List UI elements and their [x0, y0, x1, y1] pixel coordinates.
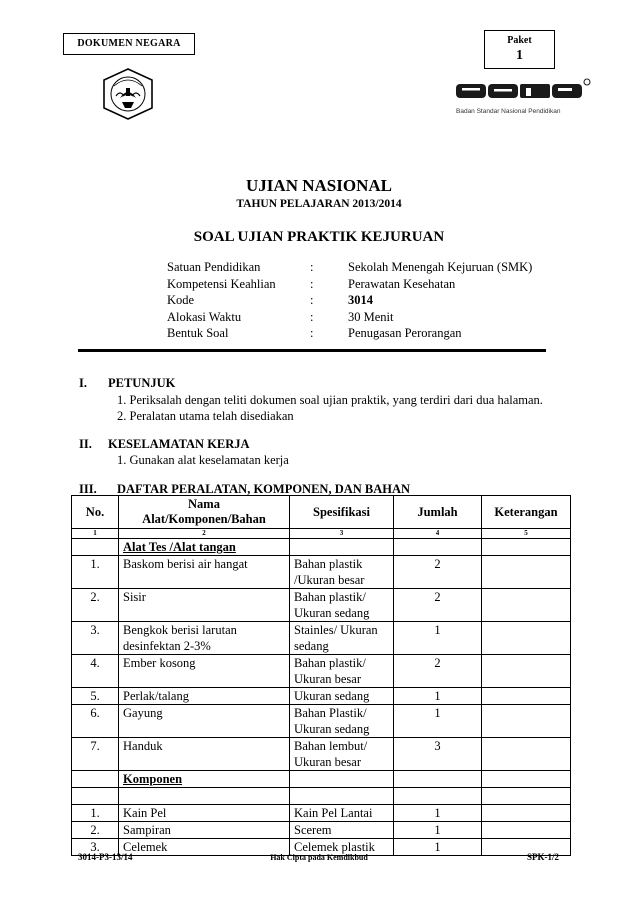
column-number-row [72, 529, 571, 539]
cell-name: Ember kosong [119, 655, 290, 688]
meta-row [167, 293, 532, 310]
cell-spec: Kain Pel Lantai [290, 805, 394, 822]
col-number: 5 [482, 529, 571, 539]
cell-no: 1. [72, 805, 119, 822]
cell-note [482, 705, 571, 738]
cell-spec: Celemek plastik [290, 839, 394, 856]
footer-page: SPK-1/2 [526, 852, 559, 862]
meta-sep: : [310, 276, 314, 291]
cell-spec [290, 771, 394, 788]
cell-qty [394, 539, 482, 556]
meta-value: 3014 [348, 293, 373, 307]
section-title-daftar: DAFTAR PERALATAN, KOMPONEN, DAN BAHAN [117, 482, 411, 496]
cell-qty: 1 [394, 705, 482, 738]
cell-name: Perlak/talang [119, 688, 290, 705]
section-title-keselamatan: KESELAMATAN KERJA [108, 437, 250, 451]
col-header-nama: Nama Alat/Komponen/Bahan [119, 496, 290, 529]
col-number: 2 [119, 529, 290, 539]
meta-row [167, 277, 532, 294]
cell-no: 2. [72, 822, 119, 839]
instruction-item: 1. Periksalah dengan teliti dokumen soal ujian praktik, yang terdiri dari dua halaman. [117, 393, 543, 407]
cell-no [72, 771, 119, 788]
col-number: 1 [72, 529, 119, 539]
meta-sep: : [310, 309, 314, 324]
section-title-petunjuk: PETUNJUK [108, 376, 176, 390]
cell-spec: Bahan lembut/ Ukuran besar [290, 738, 394, 771]
table-row [72, 822, 571, 839]
col-header-no: No. [72, 496, 119, 529]
table-row [72, 688, 571, 705]
cell-qty: 2 [394, 589, 482, 622]
cell-spec [290, 539, 394, 556]
cell-no: 6. [72, 705, 119, 738]
cell-no [72, 539, 119, 556]
cell-note [482, 655, 571, 688]
meta-value: Perawatan Kesehatan [348, 276, 456, 291]
cell-spec: Bahan plastik /Ukuran besar [290, 556, 394, 589]
col-number: 3 [290, 529, 394, 539]
cell-name: Handuk [119, 738, 290, 771]
footer-code: 3014-P3-13/14 [78, 852, 133, 862]
cell-note [482, 822, 571, 839]
meta-value: Sekolah Menengah Kejuruan (SMK) [348, 260, 533, 274]
table-row [72, 622, 571, 655]
col-number: 4 [394, 529, 482, 539]
header-divider [78, 349, 546, 352]
group-label: Alat Tes /Alat tangan [119, 539, 290, 556]
empty-cell [119, 788, 290, 805]
meta-sep: : [310, 260, 314, 274]
empty-cell [482, 788, 571, 805]
table-row [72, 805, 571, 822]
exam-subtitle: SOAL UJIAN PRAKTIK KEJURUAN [193, 229, 445, 245]
section-number: III. [79, 482, 97, 496]
cell-name: Celemek [119, 839, 290, 856]
exam-meta [167, 260, 532, 343]
meta-row [167, 260, 532, 277]
col-header-spesifikasi: Spesifikasi [290, 496, 394, 529]
cell-spec: Ukuran sedang [290, 688, 394, 705]
paket-label: Paket [507, 35, 532, 46]
paket-box [484, 30, 555, 69]
cell-name: Sampiran [119, 822, 290, 839]
cell-no: 3. [72, 622, 119, 655]
cell-spec: Bahan plastik/ Ukuran sedang [290, 589, 394, 622]
empty-cell [290, 788, 394, 805]
empty-cell [72, 788, 119, 805]
cell-qty: 1 [394, 622, 482, 655]
cell-spec: Stainles/ Ukuran sedang [290, 622, 394, 655]
section-number: I. [79, 376, 87, 390]
cell-name: Bengkok berisi larutan desinfektan 2-3% [119, 622, 290, 655]
cell-qty: 1 [394, 805, 482, 822]
equipment-table-body [72, 539, 571, 856]
tut-wuri-handayani-logo [100, 66, 156, 122]
safety-item: 1. Gunakan alat keselamatan kerja [117, 453, 289, 467]
exam-title: UJIAN NASIONAL [246, 176, 392, 195]
cell-name: Sisir [119, 589, 290, 622]
cell-spec: Scerem [290, 822, 394, 839]
meta-key: Bentuk Soal [167, 326, 229, 340]
cell-note [482, 556, 571, 589]
meta-row [167, 326, 532, 343]
col-header-jumlah: Jumlah [394, 496, 482, 529]
meta-value: Penugasan Perorangan [348, 326, 462, 340]
instruction-item: 2. Peralatan utama telah disediakan [117, 409, 294, 423]
meta-sep: : [310, 326, 314, 340]
table-row [72, 705, 571, 738]
academic-year: TAHUN PELAJARAN 2013/2014 [236, 198, 402, 210]
table-row [72, 539, 571, 556]
meta-value: 30 Menit [348, 309, 394, 324]
meta-sep: : [310, 293, 314, 307]
cell-no: 1. [72, 556, 119, 589]
cell-no: 2. [72, 589, 119, 622]
cell-spec: Bahan Plastik/ Ukuran sedang [290, 705, 394, 738]
cell-qty: 1 [394, 839, 482, 856]
group-label: Komponen [119, 771, 290, 788]
table-row [72, 589, 571, 622]
table-row [72, 771, 571, 788]
cell-note [482, 738, 571, 771]
cell-no: 7. [72, 738, 119, 771]
cell-note [482, 805, 571, 822]
footer-copyright: Hak Cipta pada Kemdikbud [270, 853, 368, 862]
meta-key: Satuan Pendidikan [167, 260, 261, 274]
meta-key: Kompetensi Keahlian [167, 276, 276, 291]
cell-name: Kain Pel [119, 805, 290, 822]
meta-key: Kode [167, 293, 195, 307]
equipment-table [71, 495, 571, 856]
cell-no: 3. [72, 839, 119, 856]
table-row [72, 788, 571, 805]
table-header-row [72, 496, 571, 529]
cell-qty: 2 [394, 655, 482, 688]
col-header-keterangan: Keterangan [482, 496, 571, 529]
cell-qty: 1 [394, 822, 482, 839]
paket-number: 1 [516, 48, 523, 63]
dokumen-negara-label: DOKUMEN NEGARA [63, 33, 195, 55]
cell-name: Baskom berisi air hangat [119, 556, 290, 589]
bsnp-subtitle: Badan Standar Nasional Pendidikan [456, 108, 561, 115]
empty-cell [394, 788, 482, 805]
cell-qty: 3 [394, 738, 482, 771]
cell-spec: Bahan plastik/ Ukuran besar [290, 655, 394, 688]
table-row [72, 556, 571, 589]
cell-name: Gayung [119, 705, 290, 738]
meta-key: Alokasi Waktu [167, 309, 242, 324]
cell-no: 5. [72, 688, 119, 705]
cell-note [482, 771, 571, 788]
cell-no: 4. [72, 655, 119, 688]
meta-row [167, 310, 532, 327]
cell-qty [394, 771, 482, 788]
cell-note [482, 539, 571, 556]
cell-qty: 2 [394, 556, 482, 589]
table-row [72, 655, 571, 688]
table-row [72, 738, 571, 771]
cell-note [482, 688, 571, 705]
cell-qty: 1 [394, 688, 482, 705]
section-number: II. [79, 437, 92, 451]
cell-note [482, 589, 571, 622]
cell-note [482, 622, 571, 655]
